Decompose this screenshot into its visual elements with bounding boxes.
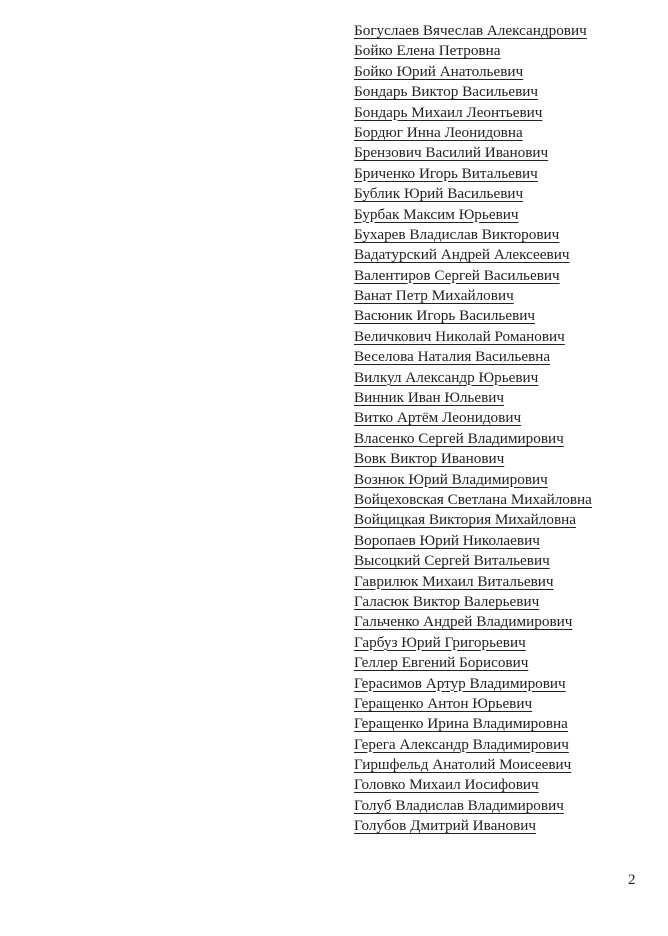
name-list-item — [354, 205, 592, 225]
name-list-item — [354, 510, 592, 530]
name-text: Вовк Виктор Иванович — [354, 450, 505, 468]
name-text: Бухарев Владислав Викторович — [354, 225, 560, 243]
name-text: Гарбуз Юрий Григорьевич — [354, 633, 526, 651]
name-list-item — [354, 470, 592, 490]
name-text: Вознюк Юрий Владимирович — [354, 470, 548, 488]
name-list-item — [354, 21, 592, 41]
name-text: Голуб Владислав Владимирович — [354, 796, 564, 814]
name-list-item — [354, 123, 592, 143]
name-list-item — [354, 327, 592, 347]
name-list-item — [354, 449, 592, 469]
name-text: Бойко Юрий Анатольевич — [354, 62, 524, 80]
name-text: Бриченко Игорь Витальевич — [354, 164, 538, 182]
name-text: Вилкул Александр Юрьевич — [354, 368, 539, 386]
name-list-item — [354, 653, 592, 673]
page-number: 2 — [628, 872, 636, 888]
name-list-item — [354, 633, 592, 653]
name-list-item — [354, 41, 592, 61]
name-list-item — [354, 755, 592, 775]
name-list-item — [354, 368, 592, 388]
name-text: Ванат Петр Михайлович — [354, 287, 514, 305]
name-text: Герега Александр Владимирович — [354, 735, 569, 753]
name-text: Бондарь Виктор Васильевич — [354, 83, 539, 101]
name-text: Галасюк Виктор Валерьевич — [354, 592, 540, 610]
name-text: Геращенко Антон Юрьевич — [354, 694, 533, 712]
name-text: Гаврилюк Михаил Витальевич — [354, 572, 554, 590]
name-list-item — [354, 164, 592, 184]
name-list-item — [354, 225, 592, 245]
name-text: Власенко Сергей Владимирович — [354, 429, 564, 447]
name-list-item — [354, 143, 592, 163]
name-text: Бондарь Михаил Леонтьевич — [354, 103, 543, 121]
name-list-item — [354, 531, 592, 551]
name-list-item — [354, 612, 592, 632]
name-text: Воропаев Юрий Николаевич — [354, 531, 540, 549]
name-list-item — [354, 408, 592, 428]
name-text: Высоцкий Сергей Витальевич — [354, 552, 550, 570]
name-text: Войцицкая Виктория Михайловна — [354, 511, 576, 529]
name-text: Гиршфельд Анатолий Моисеевич — [354, 756, 572, 774]
name-text: Вадатурский Андрей Алексеевич — [354, 246, 570, 264]
name-text: Бурбак Максим Юрьевич — [354, 205, 519, 223]
name-text: Геллер Евгений Борисович — [354, 654, 529, 672]
name-text: Гальченко Андрей Владимирович — [354, 613, 573, 631]
name-list-item — [354, 103, 592, 123]
name-list-item — [354, 775, 592, 795]
name-list-item — [354, 388, 592, 408]
name-list-item — [354, 306, 592, 326]
name-list-item — [354, 429, 592, 449]
name-list-item — [354, 592, 592, 612]
name-list-item — [354, 62, 592, 82]
name-text: Веселова Наталия Васильевна — [354, 348, 551, 366]
name-text: Бойко Елена Петровна — [354, 42, 501, 60]
name-list-item — [354, 816, 592, 836]
name-text: Бордюг Инна Леонидовна — [354, 123, 523, 141]
name-text: Винник Иван Юльевич — [354, 389, 505, 407]
name-text: Брензович Василий Иванович — [354, 144, 549, 162]
name-text: Головко Михаил Иосифович — [354, 776, 539, 794]
name-text: Васюник Игорь Васильевич — [354, 307, 536, 325]
name-list-item — [354, 694, 592, 714]
name-list-item — [354, 245, 592, 265]
name-list-item — [354, 82, 592, 102]
name-text: Герасимов Артур Владимирович — [354, 674, 566, 692]
name-list-item — [354, 551, 592, 571]
name-text: Валентиров Сергей Васильевич — [354, 266, 560, 284]
name-list-item — [354, 735, 592, 755]
name-list-item — [354, 266, 592, 286]
name-list-item — [354, 490, 592, 510]
name-text: Величкович Николай Романович — [354, 327, 565, 345]
name-list-item — [354, 674, 592, 694]
name-list-item — [354, 184, 592, 204]
name-text: Геращенко Ирина Владимировна — [354, 715, 568, 733]
name-text: Витко Артём Леонидович — [354, 409, 522, 427]
name-list-item — [354, 714, 592, 734]
name-list-item — [354, 572, 592, 592]
name-text: Бублик Юрий Васильевич — [354, 185, 524, 203]
name-text: Войцеховская Светлана Михайловна — [354, 490, 592, 508]
name-list-item — [354, 347, 592, 367]
name-list-item — [354, 286, 592, 306]
names-list — [354, 21, 592, 837]
name-list-item — [354, 796, 592, 816]
name-text: Богуслаев Вячеслав Александрович — [354, 22, 587, 39]
name-text: Голубов Дмитрий Иванович — [354, 817, 537, 835]
